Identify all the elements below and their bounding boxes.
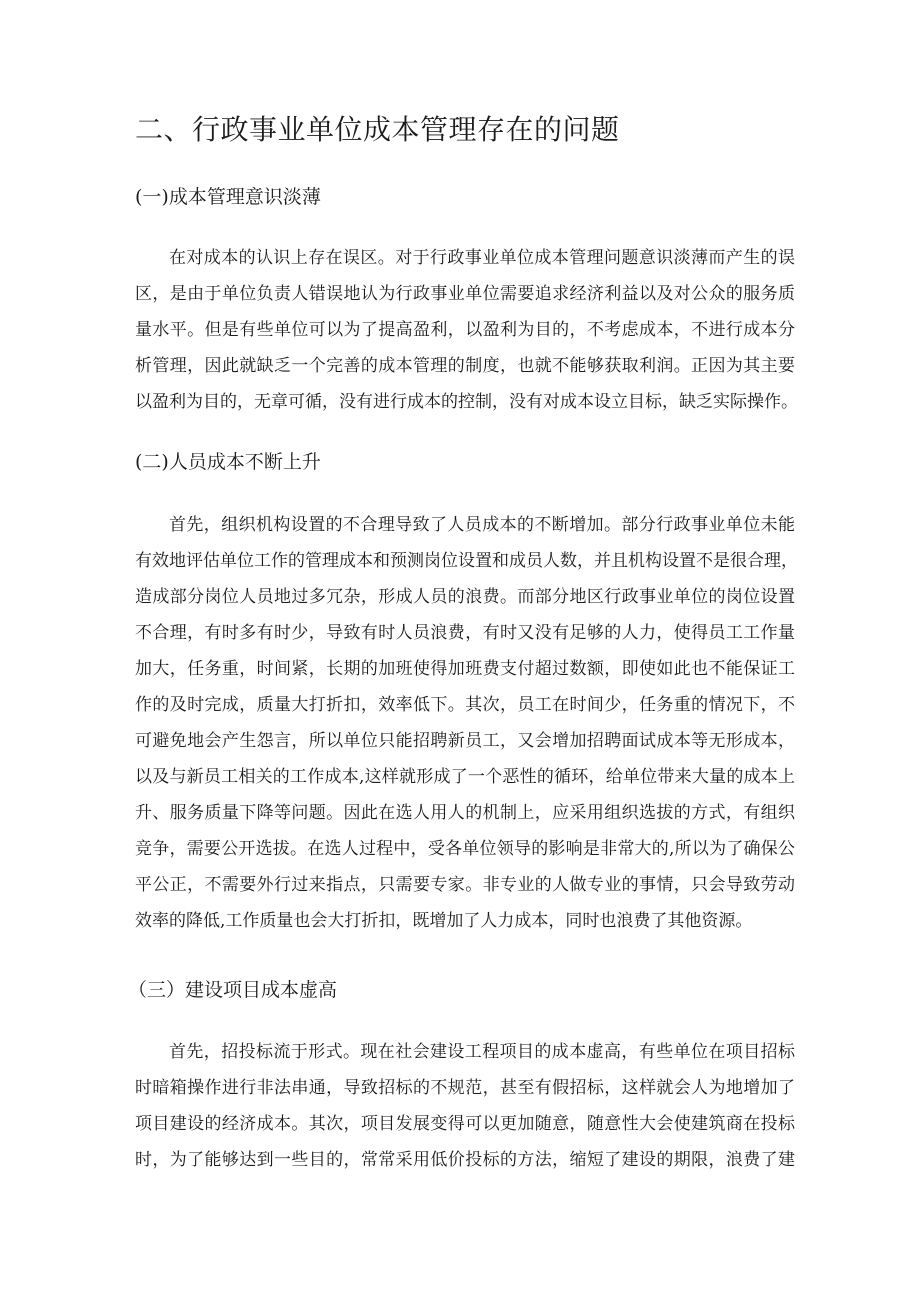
- section-heading-2: (二)人员成本不断上升: [135, 451, 321, 473]
- paragraph-line: 有效地评估单位工作的管理成本和预测岗位设置和成员人数，并且机构设置不是很合理，: [135, 551, 798, 571]
- paragraph-line: 可避免地会产生怨言，所以单位只能招聘新员工，又会增加招聘面试成本等无形成本，: [135, 731, 795, 751]
- section-heading-3: （三）建设项目成本虚高: [128, 979, 338, 1001]
- paragraph-line: 以盈利为目的，无章可循，没有进行成本的控制，没有对成本设立目标，缺乏实际操作。: [135, 392, 798, 412]
- paragraph-line: 造成部分岗位人员地过多冗杂，形成人员的浪费。而部分地区行政事业单位的岗位设置: [135, 587, 795, 607]
- section-paragraph-2: [135, 507, 798, 939]
- paragraph-line: 项目建设的经济成本。其次，项目发展变得可以更加随意，随意性大会使建筑商在投标: [135, 1114, 795, 1134]
- paragraph-line: 升、服务质量下降等问题。因此在选人用人的机制上，应采用组织选拔的方式，有组织: [135, 803, 795, 823]
- paragraph-line: 加大，任务重，时间紧，长期的加班使得加班费支付超过数额，即使如此也不能保证工: [135, 659, 795, 679]
- paragraph-line: 析管理，因此就缺乏一个完善的成本管理的制度，也就不能够获取利润。正因为其主要: [135, 356, 795, 376]
- paragraph-line: 首先，组织机构设置的不合理导致了人员成本的不断增加。部分行政事业单位未能: [169, 515, 795, 535]
- section-paragraph-1: [135, 240, 798, 420]
- paragraph-line: 不合理，有时多有时少，导致有时人员浪费，有时又没有足够的人力，使得员工工作量: [135, 623, 795, 643]
- section-paragraph-3: [135, 1034, 795, 1178]
- paragraph-line: 作的及时完成，质量大打折扣，效率低下。其次，员工在时间少，任务重的情况下，不: [135, 695, 795, 715]
- paragraph-line: 区，是由于单位负责人错误地认为行政事业单位需要追求经济利益以及对公众的服务质: [135, 284, 795, 304]
- paragraph-line: 时暗箱操作进行非法串通，导致招标的不规范，甚至有假招标，这样就会人为地增加了: [135, 1078, 795, 1098]
- paragraph-line: 首先，招投标流于形式。现在社会建设工程项目的成本虚高，有些单位在项目招标: [169, 1042, 795, 1062]
- section-heading-1: (一)成本管理意识淡薄: [135, 186, 321, 208]
- paragraph-line: 在对成本的认识上存在误区。对于行政事业单位成本管理问题意识淡薄而产生的误: [169, 248, 795, 268]
- paragraph-line: 以及与新员工相关的工作成本,这样就形成了一个恶性的循环，给单位带来大量的成本上: [135, 767, 795, 787]
- paragraph-line: 效率的降低,工作质量也会大打折扣，既增加了人力成本，同时也浪费了其他资源。: [135, 911, 753, 931]
- paragraph-line: 时，为了能够达到一些目的，常常采用低价投标的方法，缩短了建设的期限，浪费了建: [135, 1150, 795, 1170]
- paragraph-line: 平公正，不需要外行过来指点，只需要专家。非专业的人做专业的事情，只会导致劳动: [135, 875, 795, 895]
- paragraph-line: 竞争，需要公开选拔。在选人过程中，受各单位领导的影响是非常大的,所以为了确保公: [135, 839, 795, 859]
- paragraph-line: 量水平。但是有些单位可以为了提高盈利，以盈利为目的，不考虑成本，不进行成本分: [135, 320, 795, 340]
- page-title: 二、行政事业单位成本管理存在的问题: [135, 113, 620, 146]
